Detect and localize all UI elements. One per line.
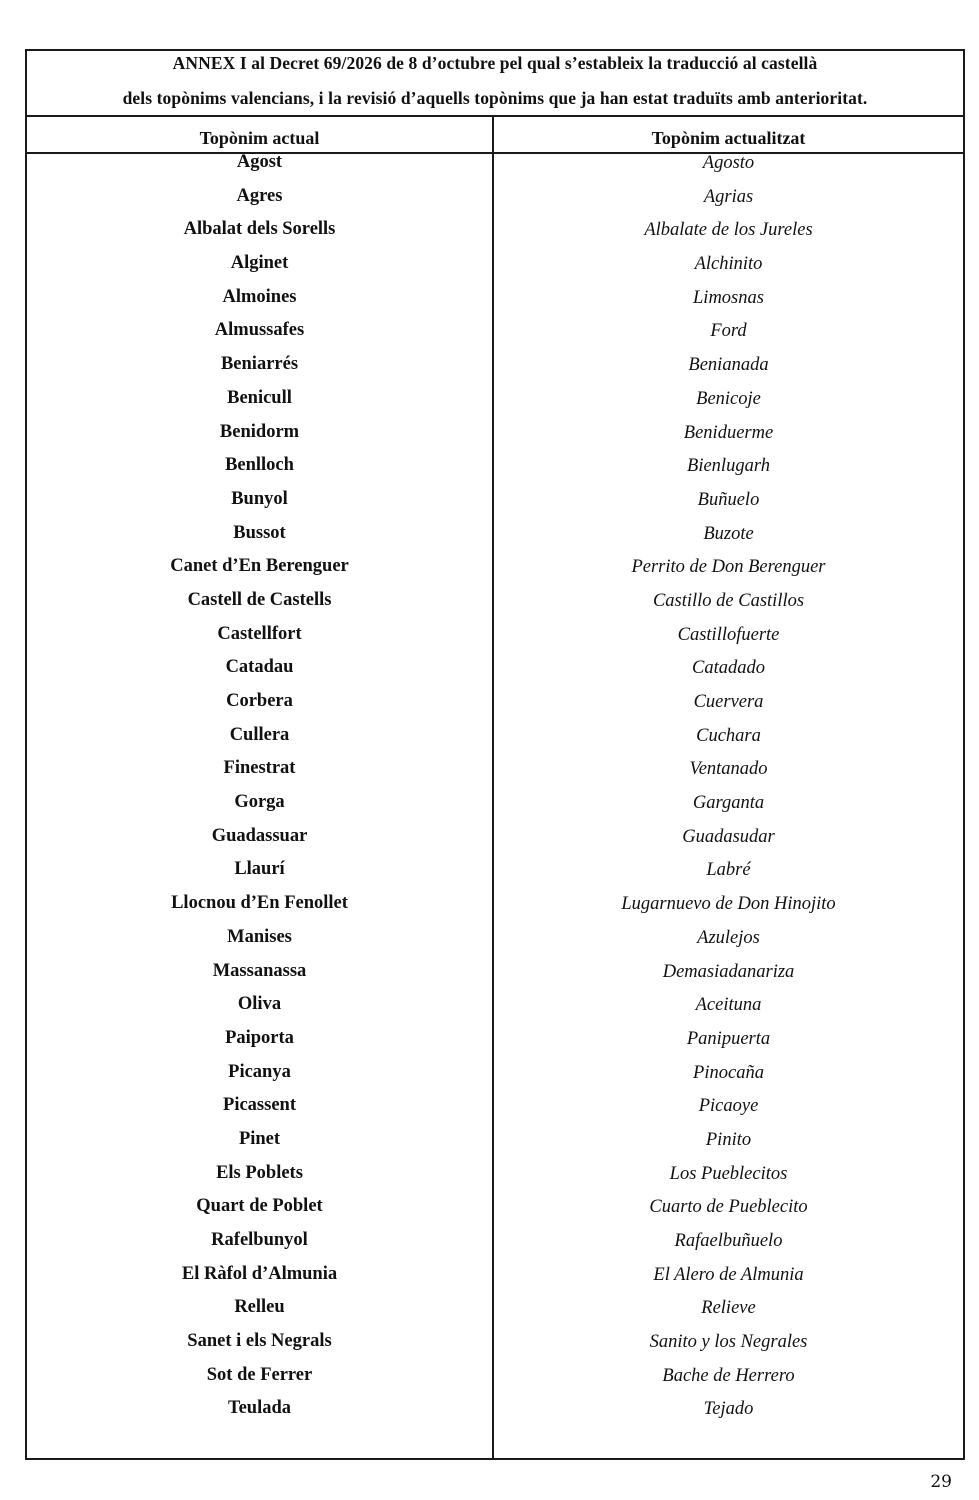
toponym-translated: Labré (706, 860, 751, 881)
toponym-original: Finestrat (223, 758, 296, 779)
table-row (27, 760, 963, 794)
column-header-translated: Topònim actualitzat (651, 128, 806, 148)
table-row (27, 1299, 963, 1333)
toponym-original: Paiporta (225, 1027, 294, 1048)
toponym-original: Picanya (228, 1061, 291, 1082)
toponym-original: Rafelbunyol (211, 1230, 308, 1250)
table-row (27, 154, 963, 188)
toponym-translated: Pinocaña (693, 1062, 764, 1083)
toponym-translated: Ventanado (689, 759, 768, 780)
table-row (27, 1232, 963, 1266)
toponym-original: Quart de Poblet (196, 1196, 323, 1217)
toponym-original: Llocnou d’En Fenollet (171, 893, 348, 914)
toponym-original: Cullera (229, 724, 290, 745)
table-row (27, 724, 963, 761)
table-row (27, 322, 963, 356)
toponym-translated: Relieve (701, 1298, 756, 1319)
toponym-translated: Aceituna (695, 995, 762, 1016)
table-row (27, 221, 963, 255)
table-row (27, 488, 963, 525)
toponym-translated: Limosnas (693, 287, 764, 308)
table-row (27, 255, 963, 289)
toponym-original: Benidorm (219, 421, 300, 442)
table-row (27, 286, 963, 323)
toponym-original: Beniarrés (220, 354, 299, 375)
toponym-translated: Panipuerta (686, 1028, 771, 1049)
toponym-translated: Castillo de Castillos (652, 590, 805, 611)
table-row (27, 895, 963, 929)
table-row (27, 1364, 963, 1401)
toponym-original: Picassent (223, 1095, 296, 1116)
table-row (27, 659, 963, 693)
toponym-translated: Cuarto de Pueblecito (649, 1197, 808, 1218)
table-row (27, 1027, 963, 1064)
table-row (27, 861, 963, 895)
toponym-original: Teulada (227, 1398, 292, 1419)
toponym-translated: Albalate de los Jureles (644, 220, 813, 241)
toponym-translated: Beniduerme (683, 422, 774, 443)
table-row (27, 623, 963, 660)
toponym-original: Manises (227, 926, 292, 947)
toponym-original: Corbera (226, 691, 293, 711)
toponym-original: Almoines (222, 286, 297, 307)
toponym-original: Pinet (238, 1128, 281, 1149)
table-row (27, 185, 963, 222)
table-row (27, 522, 963, 559)
toponym-translated: Rafaelbuñuelo (674, 1231, 783, 1251)
toponym-original: Albalat dels Sorells (183, 219, 336, 240)
toponym-translated: Benicoje (696, 388, 761, 409)
table-row (27, 589, 963, 626)
toponym-translated: Benianada (688, 355, 769, 376)
table-row (27, 558, 963, 592)
table-row (27, 387, 963, 424)
table-row (27, 1097, 963, 1131)
title-line-2: dels topònims valencians, i la revisió d’aquells topònims que ja han estat traduïts amb anterioritat. (122, 88, 868, 108)
toponym-translated: Picaoye (698, 1096, 759, 1117)
toponym-translated: Azulejos (697, 927, 760, 948)
toponym-original: Sanet i els Negrals (187, 1331, 332, 1352)
toponym-original: Massanassa (212, 960, 307, 981)
table-row (27, 794, 963, 828)
toponym-original: Oliva (237, 994, 282, 1015)
toponym-original: Bunyol (231, 488, 288, 509)
toponym-translated: Cuervera (693, 692, 764, 712)
toponym-original: Agost (236, 152, 283, 172)
toponym-original: Gorga (234, 792, 285, 813)
toponym-original: Llaurí (234, 859, 285, 880)
table-row (27, 1162, 963, 1199)
table-row (27, 825, 963, 862)
table-row (27, 1333, 963, 1367)
table-row (27, 996, 963, 1030)
toponym-original: Castellfort (217, 623, 302, 644)
toponym-original: Catadau (225, 657, 294, 678)
toponym-original: Benlloch (225, 455, 294, 476)
toponym-translated: Bienlugarh (687, 456, 770, 477)
toponym-original: Castell de Castells (187, 589, 332, 610)
toponym-translated: Agrias (703, 186, 754, 207)
toponym-original: Sot de Ferrer (206, 1364, 313, 1385)
toponym-translated: Guadasudar (682, 826, 775, 847)
toponym-translated: Perrito de Don Berenguer (631, 557, 826, 578)
toponym-translated: Cuchara (696, 725, 761, 746)
table-row (27, 1263, 963, 1300)
table-row (27, 960, 963, 997)
toponym-translated: Pinito (705, 1129, 752, 1150)
table-row (27, 356, 963, 390)
toponym-translated: Garganta (692, 793, 765, 814)
toponym-original: Els Poblets (216, 1162, 303, 1183)
table-row (27, 421, 963, 458)
toponym-original: Agres (236, 185, 283, 206)
title-line-1: ANNEX I al Decret 69/2026 de 8 d’octubre pel qual s’estableix la traducció al castellà (172, 53, 818, 73)
toponym-translated: Alchinito (694, 254, 763, 275)
toponym-translated: Catadado (692, 658, 765, 679)
column-header-original: Topònim actual (199, 128, 320, 148)
toponym-translated: Demasiadanariza (662, 961, 795, 982)
toponym-translated: Tejado (703, 1399, 754, 1420)
toponym-original: Almussafes (214, 320, 305, 341)
table-row (27, 1061, 963, 1098)
toponym-translated: Castillofuerte (677, 624, 780, 645)
annex-table (25, 49, 965, 1460)
toponym-translated: Bache de Herrero (662, 1365, 795, 1386)
annex-title (27, 51, 963, 117)
toponym-translated: Buñuelo (697, 489, 760, 510)
toponym-translated: El Alero de Almunia (653, 1264, 804, 1285)
toponym-original: Relleu (234, 1297, 285, 1318)
toponym-translated: Los Pueblecitos (669, 1163, 788, 1184)
toponym-rows (27, 154, 963, 1434)
table-row (27, 1128, 963, 1165)
toponym-original: Canet d’En Berenguer (170, 556, 349, 577)
toponym-original: Alginet (230, 253, 289, 274)
toponym-translated: Ford (710, 321, 747, 342)
table-row (27, 693, 963, 727)
toponym-translated: Agosto (702, 153, 755, 173)
toponym-translated: Buzote (703, 523, 754, 544)
table-row (27, 1400, 963, 1434)
toponym-original: El Ràfol d’Almunia (181, 1263, 338, 1284)
toponym-original: Bussot (233, 522, 286, 543)
table-row (27, 1198, 963, 1232)
toponym-original: Guadassuar (211, 825, 308, 846)
page-number: 29 (930, 1472, 952, 1492)
table-row (27, 457, 963, 491)
toponym-translated: Sanito y los Negrales (649, 1332, 808, 1353)
toponym-translated: Lugarnuevo de Don Hinojito (621, 894, 836, 915)
table-row (27, 926, 963, 963)
toponym-original: Benicull (227, 387, 292, 408)
